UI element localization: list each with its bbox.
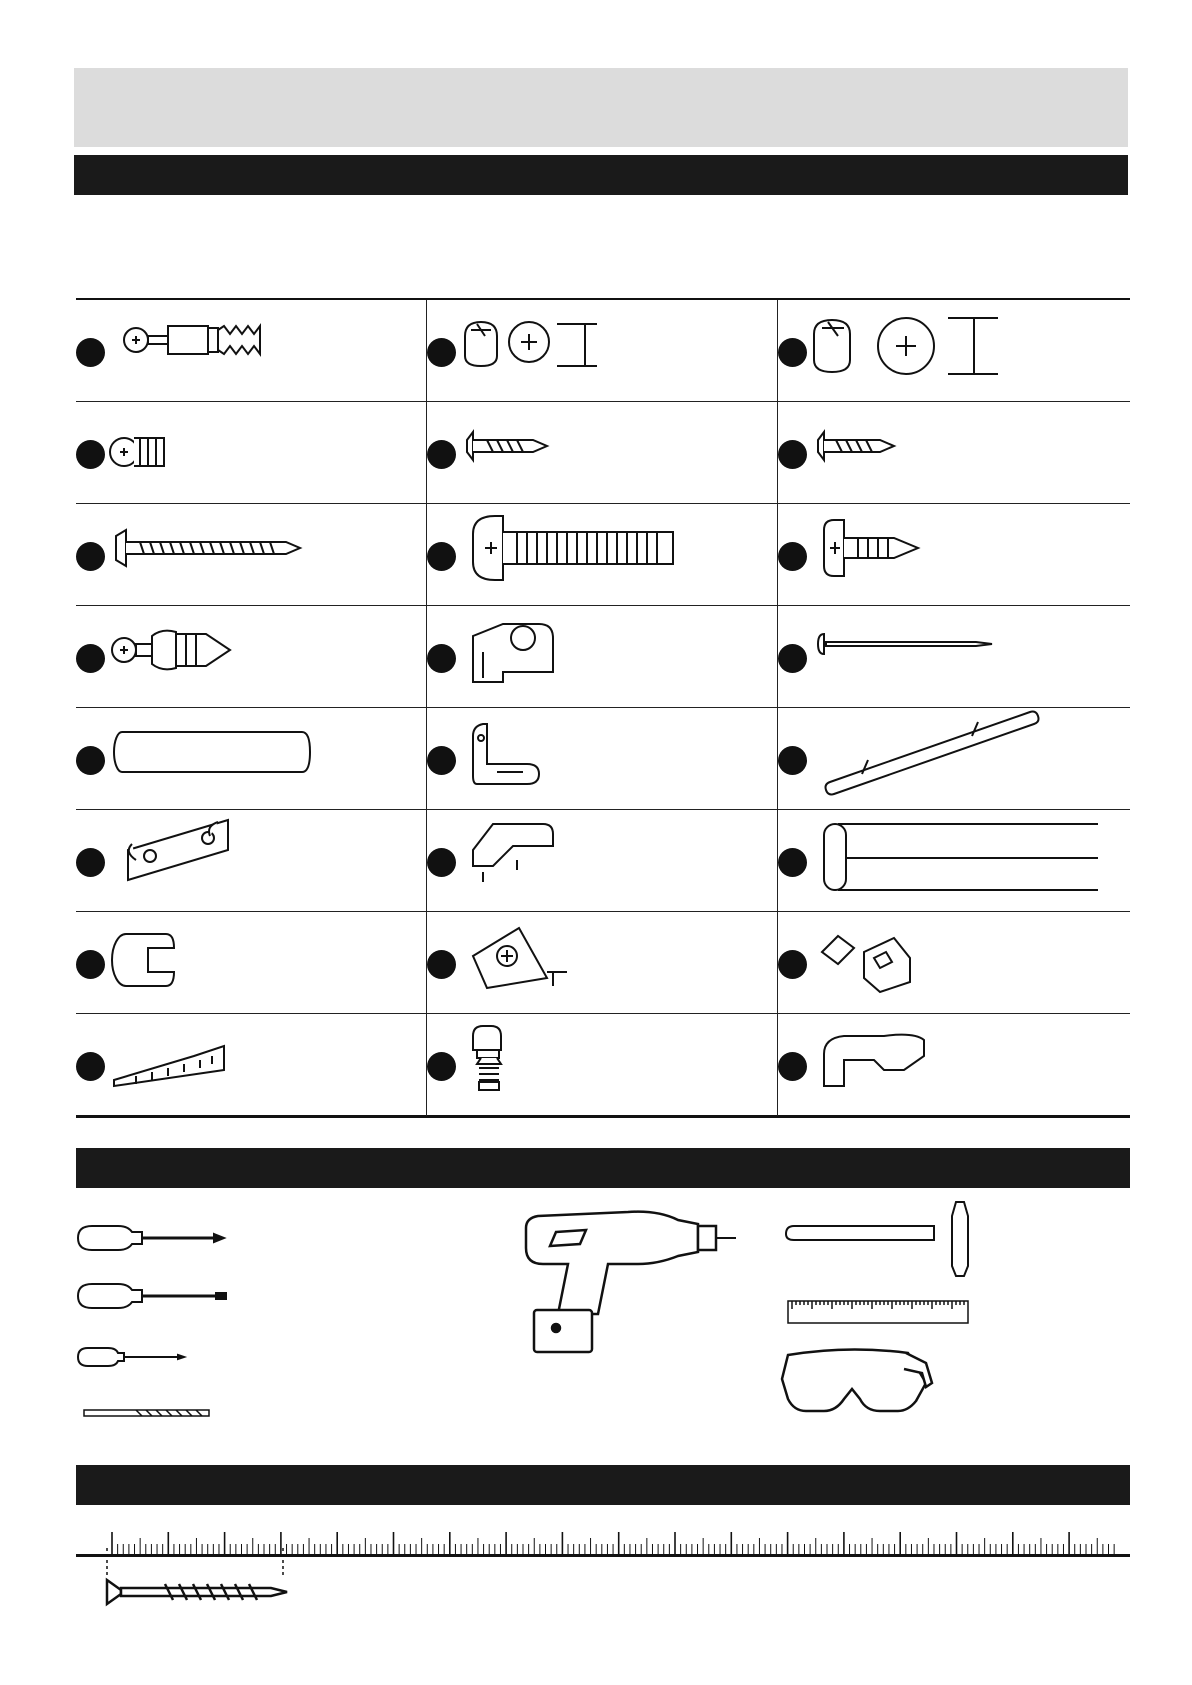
part-cell-nail xyxy=(778,606,1130,708)
shim-wedge-icon xyxy=(76,1014,427,1116)
long-confirmat-screw-icon xyxy=(76,504,427,606)
part-cell-cover-cap xyxy=(76,912,427,1014)
phillips-screwdriver-icon xyxy=(78,1226,224,1250)
part-cell-corner-block xyxy=(427,912,778,1014)
part-cell-cam-housing xyxy=(427,606,778,708)
part-cell-pan-head-screw xyxy=(778,504,1130,606)
parts-grid xyxy=(76,298,1130,1118)
part-cell-small-wood-screw xyxy=(778,402,1130,504)
corner-bracket-icon xyxy=(778,912,1130,1014)
tools-area xyxy=(76,1200,1130,1450)
tools-section-bar xyxy=(76,1148,1130,1188)
rail-support-icon xyxy=(778,1014,1130,1116)
hinge-plate-icon xyxy=(76,810,427,912)
header-panel xyxy=(74,68,1128,147)
part-cell-hanging-rail xyxy=(778,810,1130,912)
cam-housing-icon xyxy=(427,606,778,708)
ruler-icon xyxy=(788,1301,968,1323)
part-cell-small-cam-lock xyxy=(427,300,778,402)
hanging-rail-icon xyxy=(778,810,1130,912)
part-cell-cam-dowel-screw xyxy=(76,606,427,708)
cam-dowel-screw-icon xyxy=(76,606,427,708)
euro-insert-icon xyxy=(76,402,427,504)
measure-section-bar xyxy=(76,1465,1130,1505)
part-cell-l-bracket xyxy=(427,708,778,810)
short-wood-screw-icon xyxy=(427,402,778,504)
part-cell-euro-insert xyxy=(76,402,427,504)
cam-bolt-dowel-icon xyxy=(76,300,427,402)
awl-icon xyxy=(78,1348,184,1366)
small-wood-screw-icon xyxy=(778,402,1130,504)
screw-size-template xyxy=(105,1548,305,1633)
part-cell-long-confirmat-screw xyxy=(76,504,427,606)
part-cell-cam-bolt-dowel xyxy=(76,300,427,402)
part-cell-corner-bracket xyxy=(778,912,1130,1014)
wooden-dowel-icon xyxy=(76,708,427,810)
flat-screwdriver-icon xyxy=(78,1284,226,1308)
cordless-drill-icon xyxy=(526,1212,736,1352)
nail-icon xyxy=(778,606,1130,708)
handle-bar-icon xyxy=(778,708,1130,810)
part-cell-shelf-pin xyxy=(427,1014,778,1116)
part-cell-wooden-dowel xyxy=(76,708,427,810)
corner-block-icon xyxy=(427,912,778,1014)
part-cell-machine-bolt xyxy=(427,504,778,606)
wood-screw-icon xyxy=(107,1580,287,1604)
part-cell-short-wood-screw xyxy=(427,402,778,504)
part-cell-hinge-plate xyxy=(76,810,427,912)
machine-bolt-icon xyxy=(427,504,778,606)
parts-section-bar xyxy=(74,155,1128,195)
large-cam-lock-icon xyxy=(778,300,1130,402)
drill-bit-icon xyxy=(84,1410,209,1416)
part-cell-rail-support xyxy=(778,1014,1130,1116)
part-cell-shelf-support-clip xyxy=(427,810,778,912)
hammer-icon xyxy=(786,1202,968,1276)
l-bracket-icon xyxy=(427,708,778,810)
part-cell-large-cam-lock xyxy=(778,300,1130,402)
part-cell-shim-wedge xyxy=(76,1014,427,1116)
safety-glasses-icon xyxy=(782,1349,932,1411)
shelf-pin-icon xyxy=(427,1014,778,1116)
part-cell-handle-bar xyxy=(778,708,1130,810)
shelf-support-clip-icon xyxy=(427,810,778,912)
pan-head-screw-icon xyxy=(778,504,1130,606)
small-cam-lock-icon xyxy=(427,300,778,402)
cover-cap-icon xyxy=(76,912,427,1014)
